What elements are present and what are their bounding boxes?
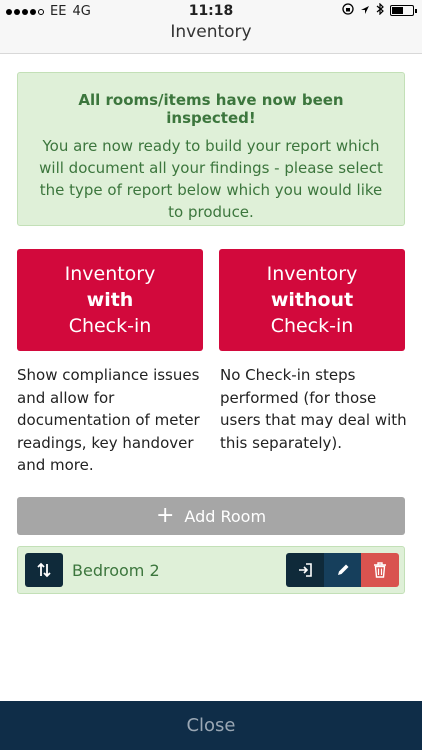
orientation-lock-icon <box>342 3 354 18</box>
carrier-label: EE <box>50 4 67 19</box>
status-time: 11:18 <box>188 3 234 19</box>
reorder-button[interactable] <box>25 553 63 587</box>
status-bar <box>0 0 422 22</box>
add-room-label: Add Room <box>184 506 267 526</box>
status-right <box>342 3 414 18</box>
inventory-with-checkin-button[interactable] <box>17 249 203 351</box>
checkin-room-button[interactable] <box>286 553 324 587</box>
room-actions <box>286 553 399 587</box>
room-name[interactable]: Bedroom 2 <box>72 561 160 580</box>
inventory-without-checkin-button[interactable] <box>219 249 405 351</box>
nav-bar <box>0 22 422 54</box>
with-checkin-description: Show compliance issues and allow for documentation of meter readings, key handover and more. <box>17 366 200 474</box>
battery-icon <box>390 5 414 16</box>
button-line-1: Inventory <box>266 263 358 285</box>
sign-in-icon <box>297 562 313 578</box>
button-line-2: with <box>86 289 134 311</box>
page-title: Inventory <box>170 22 252 42</box>
alert-heading: All rooms/items have now been inspected! <box>78 91 344 127</box>
plus-icon: + <box>155 503 175 528</box>
button-line-3: Check-in <box>270 315 354 337</box>
inspection-complete-alert <box>17 72 405 226</box>
battery-fill <box>392 7 403 14</box>
add-room-button[interactable] <box>17 497 405 535</box>
without-checkin-description: No Check-in steps performed (for those users that may deal with this separately). <box>220 366 407 452</box>
sort-arrows-icon <box>36 562 52 578</box>
button-line-2: without <box>270 289 354 311</box>
bluetooth-icon <box>376 3 384 18</box>
network-label: 4G <box>72 4 91 19</box>
close-button[interactable]: Close <box>0 701 422 750</box>
button-line-1: Inventory <box>64 263 156 285</box>
location-icon <box>360 4 370 18</box>
delete-room-button[interactable] <box>361 553 399 587</box>
button-line-3: Check-in <box>68 315 152 337</box>
pencil-icon <box>335 562 351 578</box>
edit-room-button[interactable] <box>324 553 361 587</box>
trash-icon <box>373 562 387 578</box>
alert-message: You are now ready to build your report which will document all your findings - please select the type of report below which you would like to produce. <box>39 137 383 221</box>
room-row[interactable] <box>17 546 405 594</box>
